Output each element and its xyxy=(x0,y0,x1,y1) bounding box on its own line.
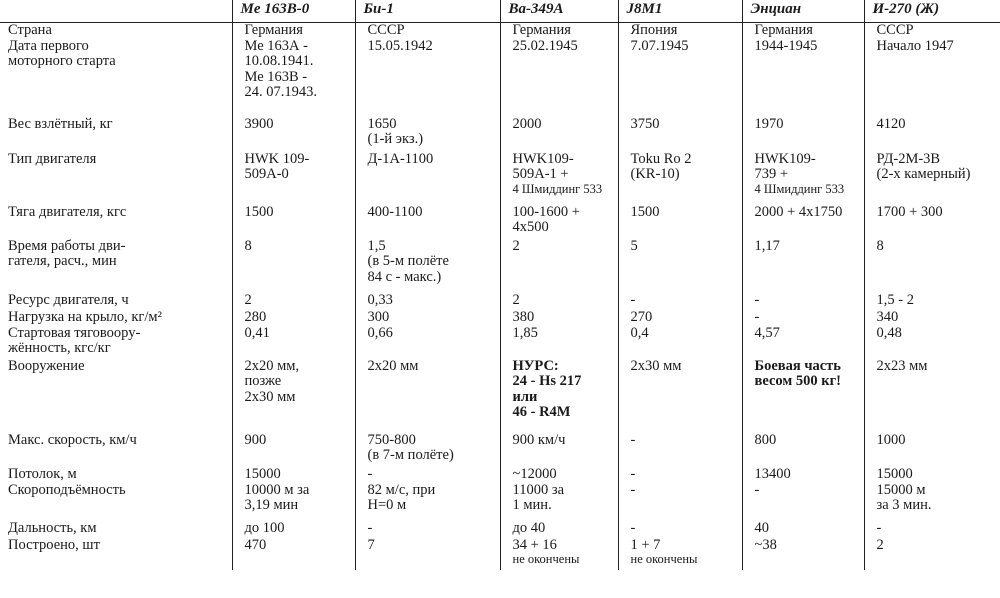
cell-line: 3,19 мин xyxy=(244,497,299,513)
cell-line: 1 мин. xyxy=(512,497,552,513)
cell-ba349a xyxy=(500,433,618,467)
header-label-column xyxy=(0,0,232,23)
cell-line: 24 - Hs 217 xyxy=(512,373,582,389)
row-label-line: жённость, кгс/кг xyxy=(8,340,111,356)
cell-enzian xyxy=(742,293,864,310)
cell-line: 1500 xyxy=(630,204,660,220)
cell-ba349a xyxy=(500,538,618,570)
cell-line: 1500 xyxy=(244,204,274,220)
cell-line: за 3 мин. xyxy=(876,497,932,513)
table-row xyxy=(0,359,1000,433)
cell-line: 10000 м за xyxy=(244,482,310,498)
cell-line: 2x20 мм, xyxy=(244,358,300,374)
cell-line: 750-800 xyxy=(367,432,416,448)
cell-line: Ме 163В - xyxy=(244,68,308,85)
cell-line: HWK109- xyxy=(754,151,816,167)
cell-ba349a xyxy=(500,483,618,521)
cell-line: 10.08.1941. xyxy=(244,53,314,69)
cell-enzian xyxy=(742,117,864,152)
cell-ba349a xyxy=(500,467,618,483)
row-label xyxy=(0,152,232,205)
cell-i270 xyxy=(864,239,1000,293)
cell-me163b xyxy=(232,326,355,359)
cell-i270 xyxy=(864,293,1000,310)
cell-i270 xyxy=(864,117,1000,152)
table-row xyxy=(0,152,1000,205)
cell-i270 xyxy=(864,152,1000,205)
table-row xyxy=(0,483,1000,521)
cell-line: (в 7-м полёте) xyxy=(367,447,454,463)
row-label-line: Дата первого xyxy=(8,38,89,54)
cell-j8m1 xyxy=(618,117,742,152)
row-label xyxy=(0,483,232,521)
table-row xyxy=(0,467,1000,483)
cell-me163b xyxy=(232,39,355,117)
cell-j8m1 xyxy=(618,326,742,359)
cell-bi1 xyxy=(355,310,500,326)
cell-line: 8 xyxy=(876,238,884,254)
cell-i270 xyxy=(864,433,1000,467)
cell-j8m1 xyxy=(618,23,742,39)
cell-line: - xyxy=(754,309,760,325)
cell-line: не окончены xyxy=(630,552,698,566)
cell-line: 0,41 xyxy=(244,325,270,341)
cell-j8m1 xyxy=(618,239,742,293)
cell-j8m1 xyxy=(618,521,742,538)
cell-line: 270 xyxy=(630,309,653,325)
cell-enzian xyxy=(742,467,864,483)
cell-line: 2x30 мм xyxy=(630,358,682,374)
header-i270: И-270 (Ж) xyxy=(864,0,1000,23)
cell-i270 xyxy=(864,205,1000,239)
cell-ba349a xyxy=(500,239,618,293)
cell-ba349a xyxy=(500,326,618,359)
cell-line: Toku Ro 2 xyxy=(630,151,692,167)
row-label xyxy=(0,293,232,310)
row-label-line: Ресурс двигателя, ч xyxy=(8,292,129,308)
cell-i270 xyxy=(864,521,1000,538)
cell-j8m1 xyxy=(618,433,742,467)
cell-line: 2 xyxy=(244,292,252,308)
cell-j8m1 xyxy=(618,205,742,239)
cell-line: Начало 1947 xyxy=(876,38,954,54)
cell-i270 xyxy=(864,326,1000,359)
cell-line: 1650 xyxy=(367,116,397,132)
cell-me163b xyxy=(232,521,355,538)
cell-me163b xyxy=(232,117,355,152)
row-label-line: гателя, расч., мин xyxy=(8,253,117,269)
cell-line: 2000 + 4x1750 xyxy=(754,204,843,220)
cell-line: 0,48 xyxy=(876,325,902,341)
table-row xyxy=(0,239,1000,293)
cell-line: 2x20 мм xyxy=(367,358,419,374)
cell-line: 4 Шмиддинг 533 xyxy=(754,181,845,196)
cell-line: 15000 м xyxy=(876,482,926,498)
cell-line: 46 - R4M xyxy=(512,404,571,420)
header-row xyxy=(0,0,1000,23)
table-row xyxy=(0,205,1000,239)
cell-line: 2 xyxy=(512,292,520,308)
row-label xyxy=(0,326,232,359)
row-label-line: моторного старта xyxy=(8,53,116,69)
cell-bi1 xyxy=(355,239,500,293)
cell-line: - xyxy=(754,482,760,498)
cell-line: 800 xyxy=(754,432,777,448)
header-me163b: Me 163B-0 xyxy=(232,0,355,23)
cell-line: 0,4 xyxy=(630,325,649,341)
cell-line: 400-1100 xyxy=(367,204,423,220)
cell-line: 2000 xyxy=(512,116,542,132)
header-bi1: Би-1 xyxy=(355,0,500,23)
cell-i270 xyxy=(864,310,1000,326)
cell-line: 3750 xyxy=(630,116,660,132)
cell-enzian xyxy=(742,152,864,205)
row-label xyxy=(0,310,232,326)
cell-bi1 xyxy=(355,152,500,205)
cell-line: 7 xyxy=(367,537,375,553)
cell-line: 82 м/с, при xyxy=(367,482,436,498)
table-row xyxy=(0,23,1000,39)
cell-enzian xyxy=(742,310,864,326)
row-label xyxy=(0,239,232,293)
cell-line: 1970 xyxy=(754,116,784,132)
cell-line: Германия xyxy=(754,22,813,38)
cell-me163b xyxy=(232,293,355,310)
cell-i270 xyxy=(864,538,1000,570)
cell-i270 xyxy=(864,483,1000,521)
row-label xyxy=(0,433,232,467)
cell-me163b xyxy=(232,483,355,521)
cell-line: - xyxy=(630,520,636,536)
cell-line: Япония xyxy=(630,22,678,38)
table-row xyxy=(0,521,1000,538)
cell-i270 xyxy=(864,23,1000,39)
cell-line: 4,57 xyxy=(754,325,780,341)
cell-line: 15000 xyxy=(876,466,913,482)
cell-me163b xyxy=(232,205,355,239)
row-label xyxy=(0,23,232,39)
cell-line: - xyxy=(630,432,636,448)
cell-enzian xyxy=(742,326,864,359)
cell-line: 2 xyxy=(512,238,520,254)
row-label-line: Тип двигателя xyxy=(8,151,97,167)
cell-line: - xyxy=(630,466,636,482)
cell-line: 380 xyxy=(512,309,535,325)
cell-line: Н=0 м xyxy=(367,497,407,513)
cell-line: 15000 xyxy=(244,466,281,482)
cell-line: 34 + 16 xyxy=(512,537,557,553)
cell-line: 739 + xyxy=(754,166,789,182)
cell-bi1 xyxy=(355,39,500,117)
cell-me163b xyxy=(232,310,355,326)
row-label-line: Тяга двигателя, кгс xyxy=(8,204,127,220)
cell-line: Ме 163А - xyxy=(244,38,308,54)
cell-line: (2-х камерный) xyxy=(876,166,971,182)
cell-i270 xyxy=(864,359,1000,433)
cell-line: до 100 xyxy=(244,520,285,536)
cell-line: 1,17 xyxy=(754,238,780,254)
cell-j8m1 xyxy=(618,483,742,521)
row-label-line: Дальность, км xyxy=(8,520,97,536)
cell-line: 2 xyxy=(876,537,884,553)
table-row xyxy=(0,433,1000,467)
cell-enzian xyxy=(742,483,864,521)
cell-me163b xyxy=(232,23,355,39)
cell-me163b xyxy=(232,239,355,293)
cell-bi1 xyxy=(355,293,500,310)
cell-bi1 xyxy=(355,23,500,39)
cell-line: 25.02.1945 xyxy=(512,38,578,54)
cell-line: HWK 109- xyxy=(244,151,310,167)
cell-ba349a xyxy=(500,205,618,239)
cell-j8m1 xyxy=(618,467,742,483)
cell-line: 24. 07.1943. xyxy=(244,84,317,100)
table-row xyxy=(0,538,1000,570)
cell-bi1 xyxy=(355,483,500,521)
cell-line: 2x23 мм xyxy=(876,358,928,374)
cell-me163b xyxy=(232,359,355,433)
cell-line: или xyxy=(512,388,538,405)
cell-enzian xyxy=(742,521,864,538)
cell-ba349a xyxy=(500,39,618,117)
cell-line: НУРС: xyxy=(512,358,559,374)
row-label-line: Построено, шт xyxy=(8,537,100,553)
cell-bi1 xyxy=(355,467,500,483)
cell-line: 1 + 7 xyxy=(630,537,661,553)
cell-line: до 40 xyxy=(512,520,546,536)
cell-line: ~12000 xyxy=(512,466,557,482)
cell-ba349a xyxy=(500,152,618,205)
row-label-line: Потолок, м xyxy=(8,466,77,482)
cell-line: 4120 xyxy=(876,116,906,132)
row-label-line: Скороподъёмность xyxy=(8,482,126,498)
cell-line: 7.07.1945 xyxy=(630,38,689,54)
cell-line: СССР xyxy=(367,22,405,38)
cell-line: СССР xyxy=(876,22,914,38)
cell-line: 5 xyxy=(630,238,638,254)
table-row xyxy=(0,310,1000,326)
cell-line: 1,5 xyxy=(367,238,386,254)
cell-line: 1,5 - 2 xyxy=(876,292,914,308)
row-label xyxy=(0,359,232,433)
cell-line: 280 xyxy=(244,309,267,325)
cell-line: 2x30 мм xyxy=(244,388,296,405)
cell-bi1 xyxy=(355,117,500,152)
cell-line: позже xyxy=(244,373,282,389)
cell-line: 13400 xyxy=(754,466,791,482)
cell-enzian xyxy=(742,433,864,467)
cell-line: 4x500 xyxy=(512,219,549,235)
cell-me163b xyxy=(232,152,355,205)
cell-enzian xyxy=(742,205,864,239)
cell-ba349a xyxy=(500,293,618,310)
cell-line: 0,33 xyxy=(367,292,393,308)
cell-line: 900 км/ч xyxy=(512,432,566,448)
cell-enzian xyxy=(742,39,864,117)
row-label xyxy=(0,467,232,483)
row-label-line: Вооружение xyxy=(8,358,85,374)
cell-i270 xyxy=(864,39,1000,117)
cell-line: не окончены xyxy=(512,552,580,566)
row-label-line: Стартовая тяговоору- xyxy=(8,325,141,341)
cell-line: Д-1А-1100 xyxy=(367,151,434,167)
cell-enzian xyxy=(742,538,864,570)
table-row xyxy=(0,117,1000,152)
cell-j8m1 xyxy=(618,538,742,570)
cell-bi1 xyxy=(355,205,500,239)
cell-me163b xyxy=(232,433,355,467)
cell-bi1 xyxy=(355,521,500,538)
cell-line: (1-й экз.) xyxy=(367,131,424,147)
cell-line: - xyxy=(876,520,882,536)
cell-line: 1700 + 300 xyxy=(876,204,943,220)
row-label-line: Вес взлётный, кг xyxy=(8,116,113,132)
row-label-line: Нагрузка на крыло, кг/м² xyxy=(8,309,162,325)
cell-line: HWK109- xyxy=(512,151,574,167)
table-body xyxy=(0,23,1000,570)
cell-line: 1,85 xyxy=(512,325,538,341)
row-label xyxy=(0,538,232,570)
cell-line: 509A-1 + xyxy=(512,166,569,182)
cell-line: 470 xyxy=(244,537,267,553)
cell-j8m1 xyxy=(618,310,742,326)
cell-j8m1 xyxy=(618,293,742,310)
cell-line: - xyxy=(630,482,636,498)
cell-line: 0,66 xyxy=(367,325,393,341)
cell-line: весом 500 кг! xyxy=(754,373,841,389)
cell-enzian xyxy=(742,239,864,293)
cell-ba349a xyxy=(500,117,618,152)
cell-j8m1 xyxy=(618,359,742,433)
cell-line: Боевая часть xyxy=(754,358,841,374)
cell-line: 84 с - макс.) xyxy=(367,268,442,285)
cell-line: 509A-0 xyxy=(244,166,289,182)
cell-line: - xyxy=(367,520,373,536)
cell-me163b xyxy=(232,538,355,570)
cell-line: Германия xyxy=(512,22,571,38)
cell-line: Германия xyxy=(244,22,303,38)
cell-me163b xyxy=(232,467,355,483)
cell-enzian xyxy=(742,359,864,433)
cell-line: 100-1600 + xyxy=(512,204,580,220)
cell-ba349a xyxy=(500,310,618,326)
cell-ba349a xyxy=(500,359,618,433)
row-label xyxy=(0,205,232,239)
cell-line: - xyxy=(754,292,760,308)
table-row xyxy=(0,326,1000,359)
row-label xyxy=(0,39,232,117)
cell-line: - xyxy=(630,292,636,308)
cell-line: (в 5-м полёте xyxy=(367,253,449,269)
cell-line: 300 xyxy=(367,309,390,325)
cell-line: 11000 за xyxy=(512,482,565,498)
cell-bi1 xyxy=(355,326,500,359)
row-label xyxy=(0,521,232,538)
cell-line: 40 xyxy=(754,520,769,536)
row-label-line: Страна xyxy=(8,22,52,38)
cell-bi1 xyxy=(355,433,500,467)
cell-enzian xyxy=(742,23,864,39)
table-row xyxy=(0,39,1000,117)
row-label-line: Время работы дви- xyxy=(8,238,126,254)
row-label-line: Макс. скорость, км/ч xyxy=(8,432,137,448)
cell-bi1 xyxy=(355,359,500,433)
cell-line: 340 xyxy=(876,309,899,325)
cell-line: (KR-10) xyxy=(630,166,680,182)
cell-i270 xyxy=(864,467,1000,483)
header-j8m1: J8M1 xyxy=(618,0,742,23)
cell-ba349a xyxy=(500,521,618,538)
cell-j8m1 xyxy=(618,152,742,205)
cell-line: 8 xyxy=(244,238,252,254)
cell-j8m1 xyxy=(618,39,742,117)
cell-line: 15.05.1942 xyxy=(367,38,433,54)
header-enzian: Энциан xyxy=(742,0,864,23)
cell-line: РД-2М-3В xyxy=(876,151,941,167)
cell-bi1 xyxy=(355,538,500,570)
cell-line: - xyxy=(367,466,373,482)
cell-ba349a xyxy=(500,23,618,39)
row-label xyxy=(0,117,232,152)
table-row xyxy=(0,293,1000,310)
cell-line: 1000 xyxy=(876,432,906,448)
cell-line: 1944-1945 xyxy=(754,38,818,54)
header-ba349a: Ba-349A xyxy=(500,0,618,23)
cell-line: 4 Шмиддинг 533 xyxy=(512,181,603,196)
cell-line: ~38 xyxy=(754,537,777,553)
cell-line: 3900 xyxy=(244,116,274,132)
cell-line: 900 xyxy=(244,432,267,448)
